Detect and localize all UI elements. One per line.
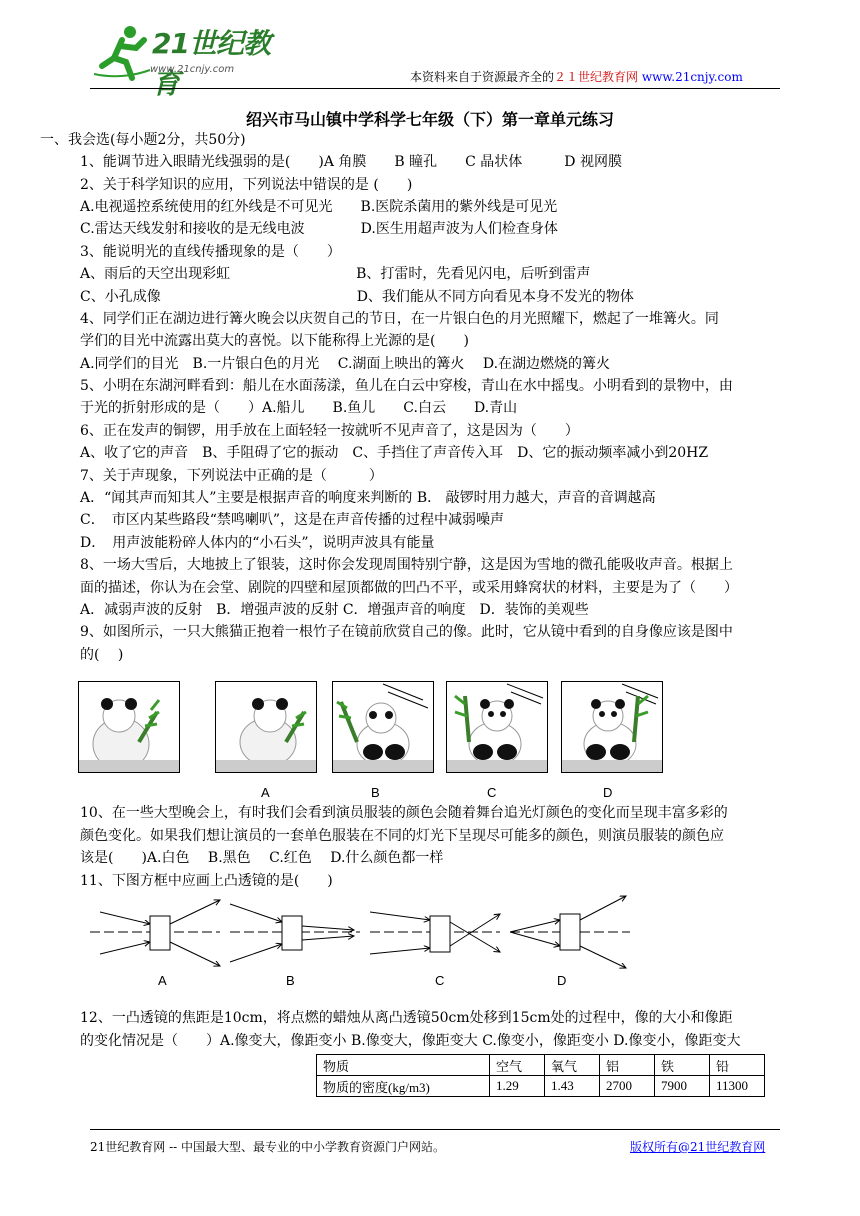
question-line: A．减弱声波的反射 B．增强声波的反射 C．增强声音的响度 D．装饰的美观些 [80,602,589,618]
question-line: 颜色变化。如果我们想让演员的一套单色服装在不同的灯光下呈现尽可能多的颜色，则演员服装的颜色应 [80,828,724,844]
header-divider [90,88,780,89]
panda-option-c [446,681,548,773]
panda-figure-original [78,681,180,773]
panda-option-a [215,681,317,773]
lens-diagram-b [230,904,360,962]
question-line: 1、能调节进入眼睛光线强弱的是( )A 角膜 B 瞳孔 C 晶状体 D 视网膜 [80,154,622,170]
question-line: 学们的目光中流露出莫大的喜悦。以下能称得上光源的是( ) [80,333,469,349]
logo-url: www.21cnjy.com [150,64,235,75]
panda-icon [79,682,179,772]
question-line: 8、一场大雪后，大地披上了银装，这时你会发现周围特别宁静，这是因为雪地的微孔能吸收声音。根据上 [80,557,733,573]
table-header-row [317,1055,765,1076]
panda-icon [333,682,433,772]
header-tagline [410,68,743,85]
tagline-site-link[interactable]: ２１世纪教育网 [554,70,639,84]
footer-divider [90,1129,780,1130]
question-line: A、雨后的天空出现彩虹 B、打雷时，先看见闪电，后听到雷声 [80,266,591,282]
tagline-url-link[interactable]: www.21cnjy.com [641,70,743,84]
logo-text: 21世纪教育 [152,27,270,100]
site-logo [92,22,292,100]
question-line: 7、关于声现象，下列说法中正确的是（ ） [80,468,383,484]
panda-label-a: A [261,785,270,800]
question-line: 5、小明在东湖河畔看到：船儿在水面荡漾，鱼儿在白云中穿梭，青山在水中摇曳。小明看到的景物中，由 [80,378,733,394]
question-line: A、收了它的声音 B、手阻碍了它的振动 C、手挡住了声音传入耳 D、它的振动频率减小到20HZ [80,445,709,461]
footer-text: 21世纪教育网 -- 中国最大型、最专业的中小学教育资源门户网站。 [90,1140,446,1154]
panda-label-b: B [371,785,380,800]
question-line: 11、下图方框中应画上凸透镜的是( ) [80,873,333,889]
table-cell: 铅 [710,1055,765,1076]
copyright-link[interactable]: 版权所有@21世纪教育网 [630,1140,766,1154]
panda-option-d [561,681,663,773]
table-cell: 铁 [655,1055,710,1076]
question-line: 9、如图所示，一只大熊猫正抱着一根竹子在镜前欣赏自己的像。此时，它从镜中看到的自身像应该是图中 [80,624,733,640]
question-line: C、小孔成像 D、我们能从不同方向看见本身不发光的物体 [80,289,634,305]
density-table [316,1054,765,1097]
page-title: 绍兴市马山镇中学科学七年级（下）第一章单元练习 [245,110,614,129]
question-line: 12、一凸透镜的焦距是10cm，将点燃的蜡烛从离凸透镜50cm处移到15cm处的过程中，像的大小和像距 [80,1010,733,1026]
question-line: 2、关于科学知识的应用，下列说法中错误的是 ( ) [80,177,413,193]
question-line: A．“闻其声而知其人”主要是根据声音的响度来判断的 B． 敲锣时用力越大，声音的音调越高 [80,490,656,506]
lens-label-b: B [286,973,295,988]
lens-label-d: D [557,973,567,988]
question-line: 3、能说明光的直线传播现象的是（ ） [80,244,341,260]
panda-option-b [332,681,434,773]
table-cell: 11300 [710,1076,765,1097]
table-cell: 1.43 [545,1076,600,1097]
question-line: A.电视遥控系统使用的红外线是不可见光 B.医院杀菌用的紫外线是可见光 [80,199,558,215]
question-line: C． 市区内某些路段“禁鸣喇叭”，这是在声音传播的过程中减弱噪声 [80,512,505,528]
runner-icon [92,22,152,82]
question-line: C.雷达天线发射和接收的是无线电波 D.医生用超声波为人们检查身体 [80,221,558,237]
tagline-prefix: 本资料来自于资源最齐全的 [410,70,555,84]
lens-diagram-d [510,896,630,968]
table-cell: 7900 [655,1076,710,1097]
lens-diagram-c [370,912,500,954]
question-line: 于光的折射形成的是（ ）A.船儿 B.鱼儿 C.白云 D.青山 [80,400,518,416]
lens-label-c: C [435,973,445,988]
lens-diagrams [90,892,630,972]
section-heading: 一、我会选(每小题2分，共50分) [40,132,246,148]
table-cell: 空气 [490,1055,545,1076]
question-line: 面的描述，你认为在会堂、剧院的四壁和屋顶都做的凹凸不平，或采用蜂窝状的材料，主要是为了（ ） [80,580,738,596]
panda-icon [447,682,547,772]
question-line: 10、在一些大型晚会上，有时我们会看到演员服装的颜色会随着舞台追光灯颜色的变化而呈现丰富多彩的 [80,805,728,821]
table-cell: 1.29 [490,1076,545,1097]
question-line: 的变化情况是（ ）A.像变大，像距变小 B.像变大，像距变大 C.像变小，像距变小 D.像变小，像距变大 [80,1033,741,1049]
table-cell: 物质 [317,1055,490,1076]
panda-icon [216,682,316,772]
question-line: 的( ) [80,647,124,663]
question-line: 6、正在发声的铜锣，用手放在上面轻轻一按就听不见声音了，这是因为（ ） [80,423,579,439]
lens-diagram-a [90,900,220,966]
table-cell: 2700 [600,1076,655,1097]
question-line: 该是( )A.白色 B.黑色 C.红色 D.什么颜色都一样 [80,850,444,866]
panda-label-c: C [487,785,497,800]
table-row [317,1076,765,1097]
lens-label-a: A [158,973,167,988]
question-line: D． 用声波能粉碎人体内的“小石头”，说明声波具有能量 [80,535,435,551]
question-line: A.同学们的目光 B.一片银白色的月光 C.湖面上映出的篝火 D.在湖边燃烧的篝火 [80,356,611,372]
table-cell: 氧气 [545,1055,600,1076]
panda-label-d: D [603,785,613,800]
panda-icon [562,682,662,772]
question-line: 4、同学们正在湖边进行篝火晚会以庆贺自己的节日，在一片银白色的月光照耀下，燃起了一堆篝火。同 [80,311,719,327]
table-cell: 物质的密度(kg/m3) [317,1076,490,1097]
table-cell: 铝 [600,1055,655,1076]
